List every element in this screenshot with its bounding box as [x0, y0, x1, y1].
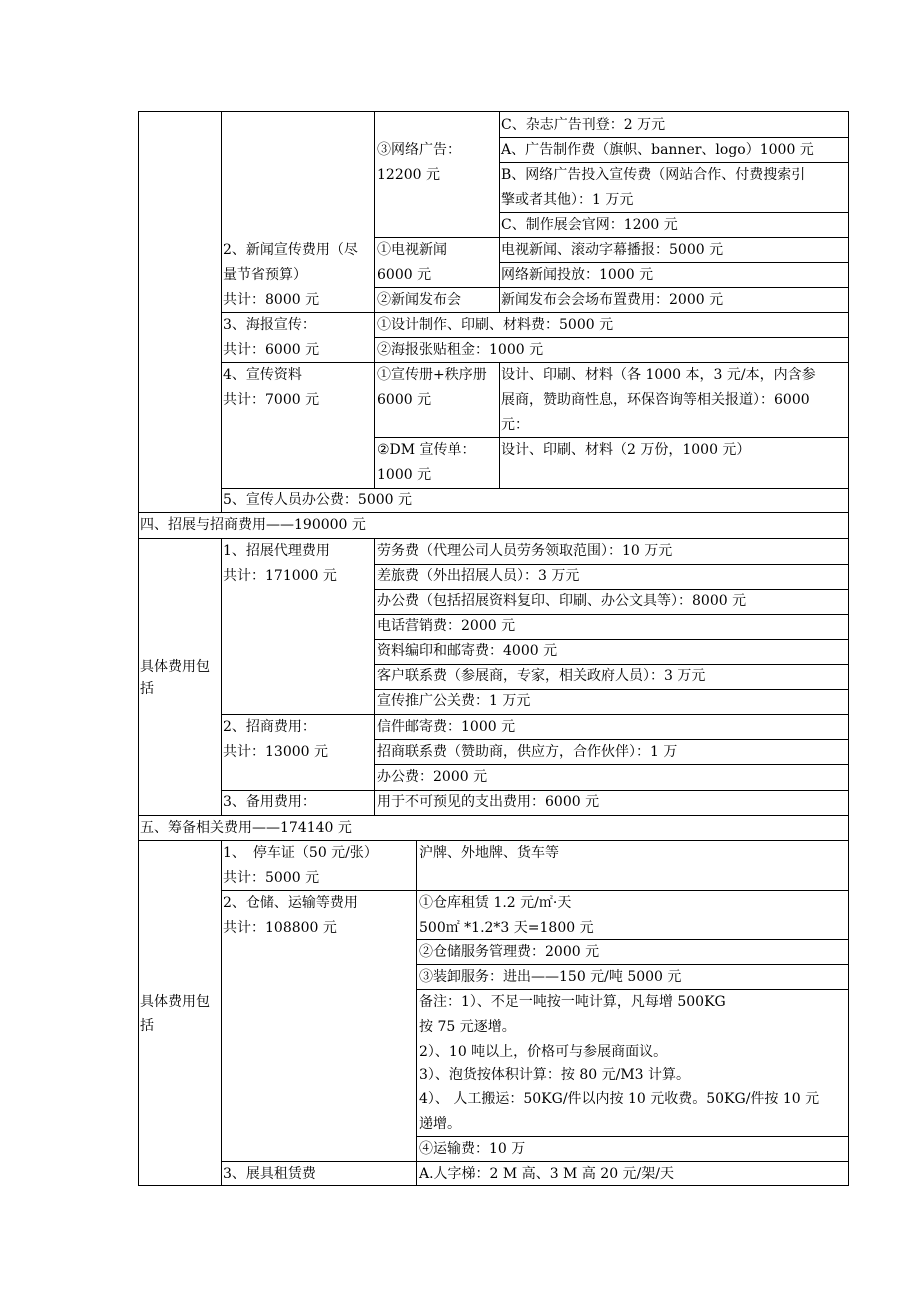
table-cell-text: 电话营销费：2000 元 — [377, 618, 516, 634]
table-cell-text: 具体费用包 — [140, 994, 210, 1010]
table-grid-line — [416, 840, 417, 1186]
table-cell-text: 3、备用费用： — [223, 794, 316, 810]
table-grid-line — [374, 664, 849, 665]
table-grid-line — [221, 1161, 849, 1162]
table-grid-line — [138, 111, 139, 1186]
table-grid-line — [499, 362, 500, 489]
table-grid-line — [221, 488, 849, 489]
table-cell-text: 4、宣传资料 — [223, 367, 302, 383]
table-cell-text: 差旅费（外出招展人员）：3 万元 — [377, 568, 580, 584]
table-cell-text: 设计、印刷、材料（各 1000 本，3 元/本，内含参 — [501, 367, 816, 383]
table-cell-text: 括 — [140, 1018, 154, 1034]
table-cell-text: 客户联系费（参展商，专家，相关政府人员）：3 万元 — [377, 668, 706, 684]
table-grid-line — [221, 890, 849, 891]
table-cell-text: ②海报张贴租金：1000 元 — [377, 342, 544, 358]
table-grid-line — [374, 337, 849, 338]
table-grid-line — [499, 111, 500, 238]
table-grid-line — [499, 137, 849, 138]
table-cell-text: 6000 元 — [377, 392, 432, 408]
table-cell-text: 五、筹备相关费用——174140 元 — [140, 820, 352, 836]
table-cell-text: 500㎡ *1.2*3 天=1800 元 — [419, 920, 594, 936]
table-cell-text: 资料编印和邮寄费：4000 元 — [377, 643, 558, 659]
table-cell-text: 5、宣传人员办公费：5000 元 — [223, 492, 412, 508]
table-cell-text: 劳务费（代理公司人员劳务领取范围）：10 万元 — [377, 543, 673, 559]
table-grid-line — [416, 989, 849, 990]
table-cell-text: 共计：6000 元 — [223, 342, 320, 358]
table-grid-line — [374, 689, 849, 690]
table-grid-line — [374, 589, 849, 590]
table-grid-line — [374, 564, 849, 565]
table-cell-text: 沪牌、外地牌、货车等 — [419, 845, 559, 861]
table-cell-text: 共计：7000 元 — [223, 392, 320, 408]
table-cell-text: 新闻发布会会场布置费用：2000 元 — [501, 292, 724, 308]
table-cell-text: 网络新闻投放：1000 元 — [501, 267, 654, 283]
table-cell-text: 1、招展代理费用 — [223, 543, 330, 559]
table-grid-line — [499, 237, 500, 313]
table-cell-text: A.人字梯：2 M 高、3 M 高 20 元/架/天 — [419, 1166, 674, 1182]
table-cell-text: 2、仓储、运输等费用 — [223, 895, 358, 911]
table-grid-line — [374, 111, 375, 489]
table-cell-text: ③装卸服务：进出——150 元/吨 5000 元 — [419, 969, 682, 985]
table-cell-text: 招商联系费（赞助商，供应方，合作伙伴）：1 万 — [377, 744, 678, 760]
table-cell-text: 共计：171000 元 — [223, 568, 337, 584]
table-cell-text: 3、海报宣传： — [223, 317, 316, 333]
table-cell-text: ③网络广告： — [377, 142, 461, 158]
table-cell-text: 4）、 人工搬运：50KG/件以内按 10 元收费。50KG/件按 10 元 — [419, 1091, 820, 1107]
table-cell-text: 办公费：2000 元 — [377, 769, 488, 785]
table-grid-line — [221, 538, 222, 816]
table-cell-text: 1、 停车证（50 元/张） — [223, 845, 378, 861]
table-cell-text: ④运输费：10 万 — [419, 1141, 526, 1157]
table-cell-text: ①仓库租赁 1.2 元/㎡·天 — [419, 895, 572, 911]
table-cell-text: 1000 元 — [377, 467, 432, 483]
table-grid-line — [138, 538, 849, 539]
table-cell-text: 展商，赞助商性息，环保咨询等相关报道）：6000 — [501, 392, 810, 408]
table-cell-text: C、杂志广告刊登：2 万元 — [501, 117, 666, 133]
table-grid-line — [416, 1136, 849, 1137]
table-grid-line — [848, 111, 849, 1186]
table-cell-text: 电视新闻、滚动字幕播报：5000 元 — [501, 242, 724, 258]
table-cell-text: 6000 元 — [377, 267, 432, 283]
table-grid-line — [374, 614, 849, 615]
table-cell-text: 宣传推广公关费：1 万元 — [377, 693, 531, 709]
table-grid-line — [374, 287, 849, 288]
table-cell-text: 共计：13000 元 — [223, 744, 328, 760]
table-grid-line — [499, 162, 849, 163]
table-grid-line — [138, 840, 849, 841]
table-grid-line — [374, 639, 849, 640]
table-cell-text: 递增。 — [419, 1116, 461, 1132]
table-cell-text: 共计：108800 元 — [223, 920, 337, 936]
table-cell-text: A、广告制作费（旗帜、banner、logo）1000 元 — [501, 142, 814, 158]
table-grid-line — [138, 815, 849, 816]
table-cell-text: 共计：8000 元 — [223, 292, 320, 308]
table-cell-text: ②新闻发布会 — [377, 292, 461, 308]
table-cell-text: 设计、印刷、材料（2 万份，1000 元） — [501, 442, 751, 458]
table-grid-line — [138, 1185, 849, 1186]
table-cell-text: ①宣传册+秩序册 — [377, 367, 487, 383]
table-grid-line — [138, 111, 849, 112]
table-grid-line — [416, 964, 849, 965]
table-grid-line — [221, 714, 849, 715]
table-cell-text: 四、招展与招商费用——190000 元 — [140, 517, 366, 533]
table-grid-line — [499, 212, 849, 213]
table-cell-text: ②仓储服务管理费：2000 元 — [419, 944, 600, 960]
table-grid-line — [221, 790, 849, 791]
table-grid-line — [221, 312, 849, 313]
table-cell-text: 具体费用包 — [140, 659, 210, 675]
table-cell-text: 12200 元 — [377, 167, 440, 183]
table-grid-line — [138, 512, 849, 513]
table-cell-text: 3、展具租赁费 — [223, 1166, 316, 1182]
table-cell-text: 2、招商费用： — [223, 719, 316, 735]
table-cell-text: 办公费（包括招展资料复印、印刷、办公文具等）：8000 元 — [377, 593, 747, 609]
table-cell-text: 按 75 元逐增。 — [419, 1019, 516, 1035]
table-cell-text: B、网络广告投入宣传费（网站合作、付费搜索引 — [501, 167, 806, 183]
table-grid-line — [374, 739, 849, 740]
table-grid-line — [416, 939, 849, 940]
table-cell-text: 2）、10 吨以上，价格可与参展商面议。 — [419, 1044, 668, 1060]
table-cell-text: ②DM 宣传单： — [377, 442, 476, 458]
table-cell-text: 信件邮寄费：1000 元 — [377, 719, 516, 735]
table-grid-line — [374, 437, 849, 438]
table-grid-line — [221, 840, 222, 1186]
table-grid-line — [374, 538, 375, 816]
table-grid-line — [374, 764, 849, 765]
table-cell-text: 量节省预算） — [223, 267, 307, 283]
table-cell-text: 共计：5000 元 — [223, 870, 320, 886]
table-cell-text: 元： — [501, 417, 529, 433]
table-cell-text: ①电视新闻 — [377, 242, 447, 258]
table-grid-line — [499, 262, 849, 263]
table-cell-text: 擎或者其他）：1 万元 — [501, 192, 634, 208]
table-cell-text: 用于不可预见的支出费用：6000 元 — [377, 794, 600, 810]
table-grid-line — [221, 362, 849, 363]
table-cell-text: 备注：1）、不足一吨按一吨计算，凡每增 500KG — [419, 994, 726, 1010]
table-cell-text: C、制作展会官网：1200 元 — [501, 217, 678, 233]
table-cell-text: 2、新闻宣传费用（尽 — [223, 242, 358, 258]
table-cell-text: 括 — [140, 681, 154, 697]
table-cell-text: ①设计制作、印刷、材料费：5000 元 — [377, 317, 614, 333]
table-cell-text: 3）、泡货按体积计算：按 80 元/M3 计算。 — [419, 1067, 691, 1083]
table-grid-line — [374, 237, 849, 238]
